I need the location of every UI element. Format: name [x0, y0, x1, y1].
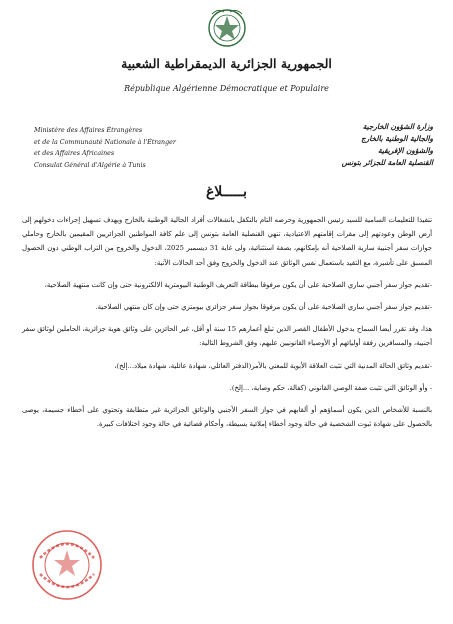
paragraph: هذا، وقد تقرر أيضا السماح بدخول الأطفال القصر الذين تبلغ أعمارهم 15 سنة أو أقل، غير الحائزين على وثائق هوية جزائرية، الحاملين لوثائق سفر أجنبية، والمسافرين رفقة أوليائهم أو الأوصياء القانونيين عليهم، وفق الشروط التالية:: [22, 325, 432, 348]
ministry-block-french: [34, 125, 234, 171]
consulate-seal-icon: [30, 528, 104, 602]
state-emblem-icon: [204, 6, 250, 48]
ministry-line: Ministère des Affaires Étrangères: [34, 127, 143, 134]
ministry-line: Consulat Général d'Algérie à Tunis: [34, 161, 146, 169]
ministry-line: وزارة الشؤون الخارجية: [362, 122, 433, 131]
ministry-line: والشؤون الإفريقية: [377, 146, 433, 155]
paragraph: تنفيذا للتعليمات السامية للسيد رئيس الجمهورية وحرصه التام بالتكفل بانشغالات أفراد الجالية الوطنية بالخارج ويهدف تسهيل إجراءات دخولهم إلى أرض الوطن وعودتهم إلى مقرات إقامتهم الاعتيادية، تنهي القنصلية العامة بتونس إلى علم كافة المواطنين الجزائريين المقيمين بالخارج وحاملي جوازات سفر أجنبية سارية الصلاحية أنه بإمكانهم، بصفة استثنائية، ولى غاية 31 ديسمبر 2025، الدخول والخروج من التراب الوطني دون الحصول المسبق على تأشيرة، مع التقيد باستعمال نفس الوثائق عند الدخول والخروج وفق أحد الحالات الآتية:: [22, 216, 433, 267]
ministry-line: et de la Communauté Nationale à l'Étranger: [34, 138, 176, 146]
paragraph: - وأو الوثائق التي تثبت صفة الوصي القانوني (كفالة، حكم وصاية، ...إلخ).: [229, 383, 432, 392]
paragraph: -تقديم جواز سفر أجنبي ساري الصلاحية على أن يكون مرفوقا بجواز سفر جزائري بيومتري حتى وإن كان منتهي الصلاحية.: [95, 303, 432, 312]
paragraph: -تقديم وثائق الحالة المدنية التي تثبت العلاقة الأبوية للمعني بالأمر(الدفتر العائلي، شهادة عائلية، شهادة ميلاد...إلخ)،: [114, 361, 432, 370]
document-body: [22, 213, 432, 439]
paragraph: بالنسبة للأشخاص الذين يكون أسماؤهم أو ألقابهم في جواز السفر الأجنبي والوثائق الجزائرية غير متطابقة وتحتوي على أخطاء جسيمة، يوصى بالحصول على شهادة ثبوت الشخصية في حالة وجود أخطاء إملائية بسيطة، وأحكام قضائية في حالة وجود اختلافات كبيرة.: [22, 406, 432, 429]
ministry-line: والجالية الوطنية بالخارج: [361, 134, 433, 143]
republic-name-arabic: الجمهورية الجزائرية الديمقراطية الشعبية: [121, 56, 332, 71]
republic-name-french: République Algérienne Démocratique et Populaire: [124, 84, 329, 93]
ministry-line: et des Affaires Africaines: [34, 150, 115, 157]
ministry-line: القنصلية العامة للجزائر بتونس: [341, 158, 433, 167]
document-title: بـــــلاغ: [205, 184, 248, 200]
paragraph: -تقديم جواز سفر أجنبي ساري الصلاحية على أن يكون مرفوقا ببطاقة التعريف الوطنية البيومترية الالكترونية حتى وإن كانت منتهية الصلاحية،: [44, 280, 432, 289]
ministry-block-arabic: [283, 121, 433, 169]
